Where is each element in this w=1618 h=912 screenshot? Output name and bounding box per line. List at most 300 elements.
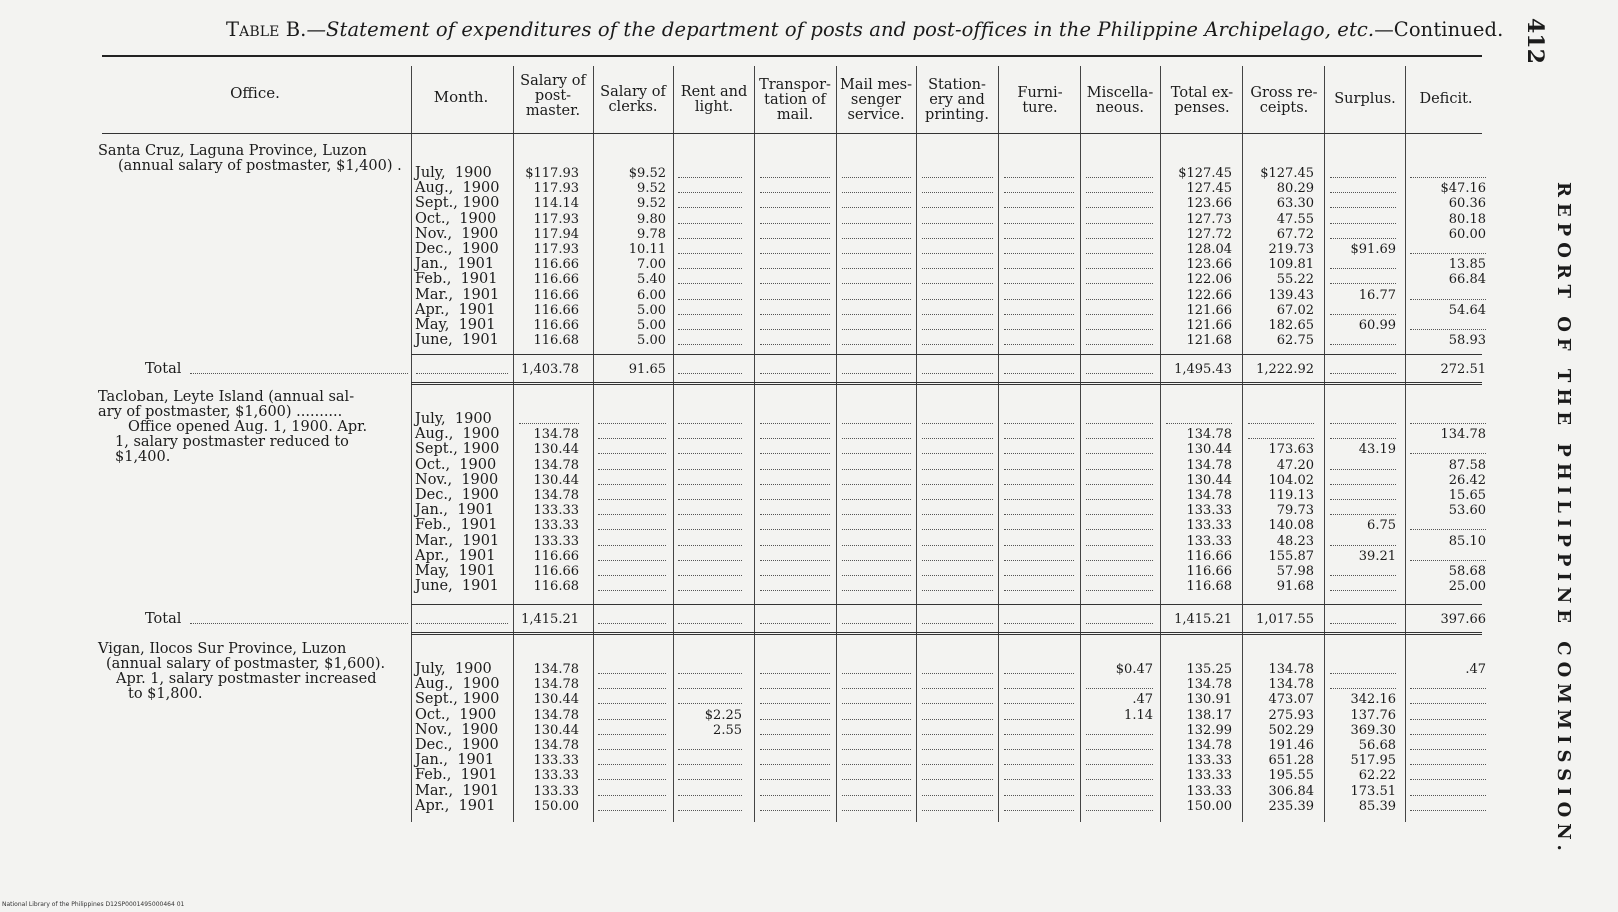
leader-dots bbox=[1086, 238, 1153, 239]
value-cell: 5.00 bbox=[637, 318, 666, 333]
value-cell: 133.33 bbox=[1186, 503, 1232, 519]
leader-dots bbox=[760, 268, 830, 269]
value-cell: 130.44 bbox=[533, 722, 579, 738]
leader-dots bbox=[1330, 268, 1396, 269]
leader-dots bbox=[922, 207, 993, 208]
leader-dots bbox=[1086, 423, 1153, 424]
leader-dots bbox=[1004, 779, 1074, 780]
leader-dots bbox=[1410, 810, 1486, 811]
month-cell: Dec., 1900 bbox=[415, 737, 499, 753]
leader-dots bbox=[842, 423, 911, 424]
leader-dots bbox=[842, 344, 911, 345]
value-cell: $117.93 bbox=[525, 166, 579, 181]
leader-dots bbox=[922, 623, 993, 624]
leader-dots bbox=[1330, 484, 1396, 485]
leader-dots bbox=[1330, 673, 1396, 674]
leader-dots bbox=[760, 423, 830, 424]
value-cell: 133.33 bbox=[533, 783, 579, 799]
leader-dots bbox=[1330, 499, 1396, 500]
leader-dots bbox=[922, 192, 993, 193]
leader-dots bbox=[922, 438, 993, 439]
column-header: Office. bbox=[230, 84, 280, 102]
value-cell: 5.00 bbox=[637, 333, 666, 349]
leader-dots bbox=[1004, 299, 1074, 300]
value-cell: .47 bbox=[1465, 662, 1486, 677]
value-cell: 134.78 bbox=[533, 707, 579, 723]
month-cell: May, 1901 bbox=[415, 563, 496, 579]
value-cell: 55.22 bbox=[1276, 272, 1314, 288]
month-cell: Dec., 1900 bbox=[415, 487, 499, 503]
value-cell: 134.78 bbox=[1186, 427, 1232, 443]
leader-dots bbox=[1086, 192, 1153, 193]
leader-dots bbox=[842, 514, 911, 515]
value-cell: 116.66 bbox=[533, 318, 579, 333]
leader-dots bbox=[1086, 223, 1153, 224]
column-rule bbox=[513, 66, 514, 822]
leader-dots bbox=[760, 344, 830, 345]
leader-dots bbox=[1086, 299, 1153, 300]
leader-dots bbox=[1410, 253, 1486, 254]
leader-dots bbox=[922, 764, 993, 765]
month-cell: July, 1900 bbox=[415, 411, 492, 427]
value-cell: 134.78 bbox=[1268, 662, 1314, 677]
value-cell: 133.33 bbox=[1186, 533, 1232, 549]
value-cell: 116.66 bbox=[533, 287, 579, 303]
leader-dots bbox=[1004, 499, 1074, 500]
value-cell: 10.11 bbox=[628, 242, 666, 257]
value-cell: 117.93 bbox=[533, 211, 579, 227]
leader-dots bbox=[598, 795, 666, 796]
leader-dots bbox=[760, 329, 830, 330]
leader-dots bbox=[1086, 590, 1153, 591]
leader-dots bbox=[1004, 329, 1074, 330]
value-cell: 133.33 bbox=[533, 518, 579, 534]
value-cell: 651.28 bbox=[1268, 753, 1314, 769]
leader-dots bbox=[1004, 795, 1074, 796]
leader-dots bbox=[190, 373, 408, 374]
value-cell: 182.65 bbox=[1268, 318, 1314, 333]
total-rule bbox=[411, 604, 1482, 605]
leader-dots bbox=[1086, 438, 1153, 439]
month-cell: Feb., 1901 bbox=[415, 271, 498, 288]
value-cell: 9.80 bbox=[637, 211, 666, 227]
header-rule bbox=[102, 133, 1482, 134]
leader-dots bbox=[416, 373, 508, 374]
column-rule bbox=[1160, 66, 1161, 822]
leader-dots bbox=[1086, 545, 1153, 546]
leader-dots bbox=[678, 238, 742, 239]
month-cell: Oct., 1900 bbox=[415, 706, 497, 723]
leader-dots bbox=[1004, 719, 1074, 720]
leader-dots bbox=[1004, 590, 1074, 591]
leader-dots bbox=[760, 734, 830, 735]
office-name: ary of postmaster, $1,600) .......... bbox=[98, 404, 343, 420]
value-cell: 130.91 bbox=[1186, 692, 1232, 708]
leader-dots bbox=[678, 253, 742, 254]
leader-dots bbox=[760, 749, 830, 750]
value-cell: 173.63 bbox=[1268, 442, 1314, 458]
leader-dots bbox=[1330, 423, 1396, 424]
value-cell: 122.66 bbox=[1186, 287, 1232, 303]
value-cell: 134.78 bbox=[533, 677, 579, 693]
leader-dots bbox=[760, 529, 830, 530]
value-cell: 6.00 bbox=[637, 287, 666, 303]
table-title bbox=[226, 18, 1503, 41]
leader-dots bbox=[922, 575, 993, 576]
leader-dots bbox=[1330, 223, 1396, 224]
value-cell: $2.25 bbox=[704, 707, 742, 723]
leader-dots bbox=[598, 575, 666, 576]
leader-dots bbox=[760, 283, 830, 284]
value-cell: 57.98 bbox=[1276, 564, 1314, 579]
leader-dots bbox=[760, 223, 830, 224]
leader-dots bbox=[1004, 764, 1074, 765]
leader-dots bbox=[922, 688, 993, 689]
value-cell: 62.22 bbox=[1358, 768, 1396, 784]
value-cell: 116.66 bbox=[533, 564, 579, 579]
month-cell: Nov., 1900 bbox=[415, 721, 499, 738]
value-cell: 133.33 bbox=[533, 753, 579, 769]
leader-dots bbox=[678, 283, 742, 284]
value-cell: 122.06 bbox=[1186, 272, 1232, 288]
leader-dots bbox=[1086, 560, 1153, 561]
leader-dots bbox=[760, 373, 830, 374]
value-cell: 134.78 bbox=[533, 488, 579, 503]
value-cell: 67.72 bbox=[1276, 226, 1314, 242]
office-name: $1,400. bbox=[115, 449, 171, 465]
leader-dots bbox=[922, 268, 993, 269]
leader-dots bbox=[678, 314, 742, 315]
leader-dots bbox=[598, 673, 666, 674]
leader-dots bbox=[1004, 223, 1074, 224]
value-cell: 117.93 bbox=[533, 181, 579, 197]
leader-dots bbox=[1330, 314, 1396, 315]
leader-dots bbox=[598, 688, 666, 689]
leader-dots bbox=[922, 673, 993, 674]
value-cell: 66.84 bbox=[1448, 272, 1486, 288]
month-cell: Aug., 1900 bbox=[415, 676, 500, 693]
value-cell: 369.30 bbox=[1350, 722, 1396, 738]
value-cell: 517.95 bbox=[1350, 753, 1396, 769]
value-cell: 7.00 bbox=[637, 257, 666, 273]
leader-dots bbox=[678, 810, 742, 811]
value-cell: 235.39 bbox=[1268, 798, 1314, 814]
leader-dots bbox=[598, 734, 666, 735]
value-cell: 116.68 bbox=[1186, 579, 1232, 595]
column-rule bbox=[411, 66, 412, 822]
top-rule bbox=[102, 55, 1482, 57]
column-header: Gross re-ceipts. bbox=[1250, 85, 1318, 116]
total-value: 1,495.43 bbox=[1174, 362, 1232, 377]
value-cell: 134.78 bbox=[533, 662, 579, 677]
leader-dots bbox=[678, 529, 742, 530]
value-cell: 130.44 bbox=[533, 692, 579, 708]
leader-dots bbox=[1086, 688, 1153, 689]
leader-dots bbox=[1004, 253, 1074, 254]
leader-dots bbox=[1410, 719, 1486, 720]
leader-dots bbox=[1166, 423, 1232, 424]
total-label: Total bbox=[145, 361, 182, 377]
column-header: Salary of clerks. bbox=[600, 84, 666, 115]
value-cell: 130.44 bbox=[533, 472, 579, 488]
leader-dots bbox=[842, 207, 911, 208]
leader-dots bbox=[598, 703, 666, 704]
column-header: Rent and light. bbox=[680, 84, 748, 115]
value-cell: 85.10 bbox=[1448, 533, 1486, 549]
value-cell: 47.55 bbox=[1276, 211, 1314, 227]
leader-dots bbox=[842, 192, 911, 193]
leader-dots bbox=[678, 623, 742, 624]
column-header: Station-ery and printing. bbox=[925, 77, 989, 123]
leader-dots bbox=[760, 703, 830, 704]
value-cell: $127.45 bbox=[1178, 166, 1232, 181]
leader-dots bbox=[678, 223, 742, 224]
column-rule bbox=[998, 66, 999, 822]
column-rule bbox=[593, 66, 594, 822]
leader-dots bbox=[1410, 560, 1486, 561]
value-cell: $127.45 bbox=[1260, 166, 1314, 181]
leader-dots bbox=[842, 283, 911, 284]
office-name: 1, salary postmaster reduced to bbox=[115, 434, 349, 450]
total-rule-bottom bbox=[411, 632, 1482, 635]
leader-dots bbox=[922, 734, 993, 735]
leader-dots bbox=[760, 590, 830, 591]
month-cell: Apr., 1901 bbox=[415, 797, 496, 814]
value-cell: 135.25 bbox=[1186, 662, 1232, 677]
leader-dots bbox=[760, 484, 830, 485]
value-cell: 58.68 bbox=[1448, 564, 1486, 579]
leader-dots bbox=[598, 438, 666, 439]
total-value: 1,017.55 bbox=[1256, 612, 1314, 627]
leader-dots bbox=[1086, 795, 1153, 796]
leader-dots bbox=[922, 329, 993, 330]
column-header: Surplus. bbox=[1334, 91, 1396, 107]
office-name: Santa Cruz, Laguna Province, Luzon bbox=[98, 143, 367, 159]
month-cell: Jan., 1901 bbox=[415, 256, 495, 273]
month-cell: Sept., 1900 bbox=[415, 195, 500, 212]
leader-dots bbox=[922, 373, 993, 374]
value-cell: 5.40 bbox=[637, 272, 666, 288]
leader-dots bbox=[678, 514, 742, 515]
leader-dots bbox=[1086, 499, 1153, 500]
leader-dots bbox=[842, 373, 911, 374]
leader-dots bbox=[1330, 438, 1396, 439]
leader-dots bbox=[842, 688, 911, 689]
value-cell: 104.02 bbox=[1268, 472, 1314, 488]
leader-dots bbox=[1086, 575, 1153, 576]
leader-dots bbox=[842, 314, 911, 315]
leader-dots bbox=[760, 177, 830, 178]
value-cell: 114.14 bbox=[533, 196, 579, 212]
leader-dots bbox=[760, 688, 830, 689]
value-cell: 134.78 bbox=[1186, 677, 1232, 693]
title-suffix: —Continued. bbox=[1374, 18, 1504, 41]
total-rule-bottom bbox=[411, 382, 1482, 385]
value-cell: 117.94 bbox=[533, 226, 579, 242]
leader-dots bbox=[1004, 238, 1074, 239]
leader-dots bbox=[1086, 514, 1153, 515]
leader-dots bbox=[678, 299, 742, 300]
leader-dots bbox=[1004, 344, 1074, 345]
value-cell: $0.47 bbox=[1115, 662, 1153, 677]
value-cell: 121.66 bbox=[1186, 318, 1232, 333]
leader-dots bbox=[678, 423, 742, 424]
value-cell: 150.00 bbox=[533, 798, 579, 814]
leader-dots bbox=[1004, 545, 1074, 546]
leader-dots bbox=[760, 314, 830, 315]
leader-dots bbox=[842, 499, 911, 500]
leader-dots bbox=[678, 779, 742, 780]
value-cell: 9.78 bbox=[637, 226, 666, 242]
leader-dots bbox=[598, 453, 666, 454]
leader-dots bbox=[598, 514, 666, 515]
leader-dots bbox=[1410, 749, 1486, 750]
value-cell: 133.33 bbox=[1186, 783, 1232, 799]
leader-dots bbox=[922, 469, 993, 470]
value-cell: 116.66 bbox=[533, 302, 579, 318]
value-cell: 117.93 bbox=[533, 242, 579, 257]
total-value: 1,415.21 bbox=[1174, 612, 1232, 627]
value-cell: 116.66 bbox=[533, 548, 579, 564]
leader-dots bbox=[1086, 344, 1153, 345]
leader-dots bbox=[598, 623, 666, 624]
value-cell: 60.99 bbox=[1358, 318, 1396, 333]
value-cell: 127.72 bbox=[1186, 226, 1232, 242]
month-cell: Nov., 1900 bbox=[415, 471, 499, 488]
value-cell: 134.78 bbox=[1186, 457, 1232, 473]
column-rule bbox=[1242, 66, 1243, 822]
leader-dots bbox=[1410, 688, 1486, 689]
value-cell: 306.84 bbox=[1268, 783, 1314, 799]
leader-dots bbox=[760, 299, 830, 300]
column-header: Mail mes-senger service. bbox=[839, 77, 913, 123]
value-cell: 133.33 bbox=[1186, 518, 1232, 534]
leader-dots bbox=[1004, 438, 1074, 439]
leader-dots bbox=[598, 779, 666, 780]
total-value: 1,415.21 bbox=[521, 612, 579, 627]
leader-dots bbox=[842, 590, 911, 591]
leader-dots bbox=[1004, 192, 1074, 193]
value-cell: 473.07 bbox=[1268, 692, 1314, 708]
leader-dots bbox=[678, 673, 742, 674]
leader-dots bbox=[1086, 764, 1153, 765]
leader-dots bbox=[1004, 514, 1074, 515]
month-cell: Dec., 1900 bbox=[415, 241, 499, 257]
value-cell: 58.93 bbox=[1448, 333, 1486, 349]
leader-dots bbox=[842, 673, 911, 674]
leader-dots bbox=[1410, 795, 1486, 796]
leader-dots bbox=[842, 764, 911, 765]
leader-dots bbox=[922, 423, 993, 424]
value-cell: 1.14 bbox=[1124, 707, 1153, 723]
leader-dots bbox=[1086, 810, 1153, 811]
leader-dots bbox=[842, 779, 911, 780]
value-cell: 139.43 bbox=[1268, 287, 1314, 303]
leader-dots bbox=[922, 749, 993, 750]
leader-dots bbox=[922, 560, 993, 561]
leader-dots bbox=[922, 314, 993, 315]
value-cell: 133.33 bbox=[1186, 768, 1232, 784]
leader-dots bbox=[678, 688, 742, 689]
value-cell: 119.13 bbox=[1268, 488, 1314, 503]
leader-dots bbox=[1086, 177, 1153, 178]
value-cell: 134.78 bbox=[533, 738, 579, 753]
leader-dots bbox=[1004, 560, 1074, 561]
total-value: 397.66 bbox=[1440, 612, 1486, 627]
leader-dots bbox=[760, 764, 830, 765]
leader-dots bbox=[1410, 453, 1486, 454]
value-cell: 2.55 bbox=[713, 722, 742, 738]
column-rule bbox=[754, 66, 755, 822]
leader-dots bbox=[598, 749, 666, 750]
leader-dots bbox=[1086, 623, 1153, 624]
leader-dots bbox=[1004, 423, 1074, 424]
leader-dots bbox=[922, 484, 993, 485]
leader-dots bbox=[1410, 177, 1486, 178]
column-header: Miscella-neous. bbox=[1086, 85, 1154, 116]
leader-dots bbox=[922, 299, 993, 300]
value-cell: 13.85 bbox=[1448, 257, 1486, 273]
leader-dots bbox=[842, 623, 911, 624]
title-prefix: Table B. bbox=[226, 18, 307, 41]
value-cell: 191.46 bbox=[1268, 738, 1314, 753]
value-cell: 47.20 bbox=[1276, 457, 1314, 473]
leader-dots bbox=[842, 299, 911, 300]
value-cell: 138.17 bbox=[1186, 707, 1232, 723]
leader-dots bbox=[678, 192, 742, 193]
month-cell: Feb., 1901 bbox=[415, 517, 498, 534]
leader-dots bbox=[922, 703, 993, 704]
month-cell: Sept., 1900 bbox=[415, 691, 500, 708]
leader-dots bbox=[519, 423, 579, 424]
leader-dots bbox=[842, 484, 911, 485]
leader-dots bbox=[598, 545, 666, 546]
total-value: 272.51 bbox=[1440, 362, 1486, 377]
leader-dots bbox=[842, 560, 911, 561]
leader-dots bbox=[760, 575, 830, 576]
value-cell: 43.19 bbox=[1358, 442, 1396, 458]
leader-dots bbox=[1330, 545, 1396, 546]
month-cell: July, 1900 bbox=[415, 165, 492, 181]
leader-dots bbox=[760, 545, 830, 546]
leader-dots bbox=[678, 764, 742, 765]
leader-dots bbox=[760, 560, 830, 561]
leader-dots bbox=[1410, 779, 1486, 780]
value-cell: 91.68 bbox=[1276, 579, 1314, 595]
leader-dots bbox=[842, 703, 911, 704]
leader-dots bbox=[922, 810, 993, 811]
value-cell: 60.36 bbox=[1448, 196, 1486, 212]
leader-dots bbox=[678, 484, 742, 485]
value-cell: 134.78 bbox=[533, 427, 579, 443]
column-header: Salary of post-master. bbox=[520, 73, 586, 119]
leader-dots bbox=[922, 283, 993, 284]
value-cell: 134.78 bbox=[1440, 427, 1486, 443]
leader-dots bbox=[842, 749, 911, 750]
leader-dots bbox=[598, 590, 666, 591]
leader-dots bbox=[922, 238, 993, 239]
leader-dots bbox=[1004, 734, 1074, 735]
leader-dots bbox=[922, 719, 993, 720]
leader-dots bbox=[842, 329, 911, 330]
leader-dots bbox=[1004, 529, 1074, 530]
leader-dots bbox=[1248, 438, 1314, 439]
leader-dots bbox=[842, 529, 911, 530]
leader-dots bbox=[598, 484, 666, 485]
value-cell: 79.73 bbox=[1276, 503, 1314, 519]
leader-dots bbox=[678, 575, 742, 576]
value-cell: 133.33 bbox=[533, 503, 579, 519]
